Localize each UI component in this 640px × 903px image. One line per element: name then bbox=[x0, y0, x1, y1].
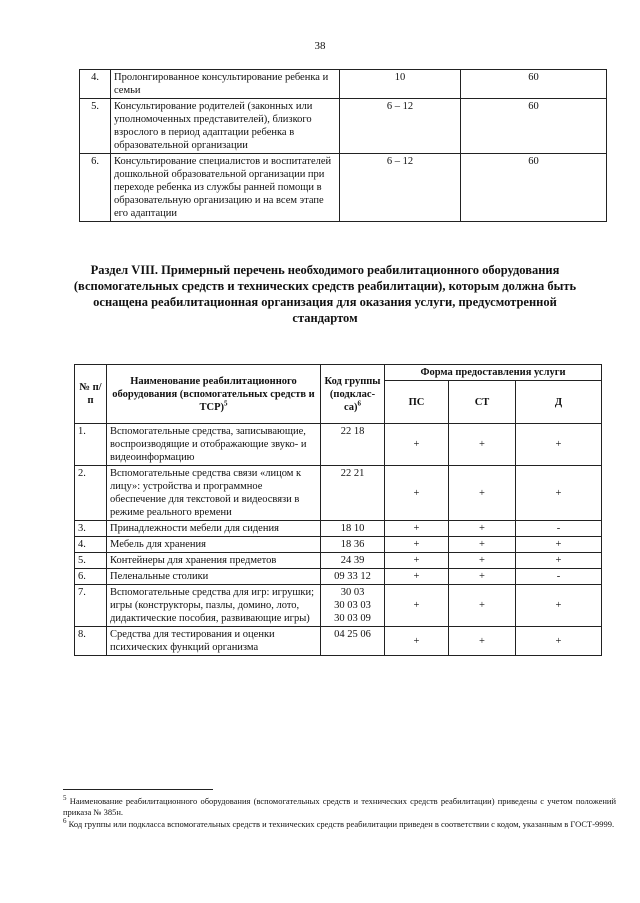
equipment-name: Принадлежности мебели для сидения bbox=[107, 521, 321, 537]
service-name: Пролонгированное консультирование ребенка и семьи bbox=[111, 70, 340, 99]
age-months: 6 – 12 bbox=[340, 154, 461, 222]
table-row bbox=[75, 553, 602, 569]
group-code: 09 33 12 bbox=[321, 569, 385, 585]
form-ps: + bbox=[385, 553, 449, 569]
age-months: 6 – 12 bbox=[340, 99, 461, 154]
form-ps: + bbox=[385, 424, 449, 466]
row-number: 6. bbox=[75, 569, 107, 585]
equipment-name: Вспомогательные средства для игр: игрушки; игры (конструкторы, пазлы, домино, лото, дидактические пособия, развивающие игры) bbox=[107, 585, 321, 627]
header-d: Д bbox=[516, 381, 602, 424]
form-d: - bbox=[516, 569, 602, 585]
equipment-name: Мебель для хранения bbox=[107, 537, 321, 553]
table-row bbox=[80, 154, 607, 222]
row-number: 3. bbox=[75, 521, 107, 537]
age-months: 10 bbox=[340, 70, 461, 99]
page-number: 38 bbox=[314, 40, 326, 52]
group-code: 22 18 bbox=[321, 424, 385, 466]
form-d: + bbox=[516, 466, 602, 521]
duration-minutes: 60 bbox=[461, 99, 607, 154]
service-name: Консультирование родителей (законных или уполномоченных представителей), близкого взрослого в период адаптации ребенка в образовательной организации bbox=[111, 99, 340, 154]
section-title: Раздел VIII. Примерный перечень необходимого реабилитационного оборудования (вспомогательных средств и технических средств реабилитации), которым должна быть оснащена реабилитационная организация для оказания услуги, предусмотренной стандартом bbox=[73, 263, 577, 325]
group-code: 18 10 bbox=[321, 521, 385, 537]
row-number: 8. bbox=[75, 627, 107, 656]
equipment-name: Пеленальные столики bbox=[107, 569, 321, 585]
table-row bbox=[75, 466, 602, 521]
header-st: СТ bbox=[449, 381, 516, 424]
equipment-name: Контейнеры для хранения предметов bbox=[107, 553, 321, 569]
group-code: 22 21 bbox=[321, 466, 385, 521]
footnotes bbox=[63, 796, 616, 831]
table-row bbox=[75, 537, 602, 553]
row-number: 1. bbox=[75, 424, 107, 466]
form-ps: + bbox=[385, 627, 449, 656]
form-st: + bbox=[449, 521, 516, 537]
row-number: 5. bbox=[80, 99, 111, 154]
group-code: 24 39 bbox=[321, 553, 385, 569]
row-number: 6. bbox=[80, 154, 111, 222]
form-d: - bbox=[516, 521, 602, 537]
form-d: + bbox=[516, 627, 602, 656]
table-row bbox=[75, 521, 602, 537]
row-number: 4. bbox=[75, 537, 107, 553]
group-code: 04 25 06 bbox=[321, 627, 385, 656]
table-row bbox=[75, 627, 602, 656]
row-number: 4. bbox=[80, 70, 111, 99]
equipment-name: Вспомогательные средства, записывающие, воспроизводящие и отображающие звуко- и видеоинформацию bbox=[107, 424, 321, 466]
table-row bbox=[75, 424, 602, 466]
form-ps: + bbox=[385, 537, 449, 553]
row-number: 7. bbox=[75, 585, 107, 627]
equipment-name: Средства для тестирования и оценки психических функций организма bbox=[107, 627, 321, 656]
form-ps: + bbox=[385, 466, 449, 521]
header-num: № п/п bbox=[75, 365, 107, 424]
form-d: + bbox=[516, 553, 602, 569]
form-d: + bbox=[516, 537, 602, 553]
header-name: Наименование реабилитационного оборудования (вспомогательных средств и ТСР)$^5$ bbox=[107, 365, 321, 424]
form-ps: + bbox=[385, 521, 449, 537]
group-code: 30 03 30 03 03 30 03 09 bbox=[321, 585, 385, 627]
form-st: + bbox=[449, 627, 516, 656]
header-ps: ПС bbox=[385, 381, 449, 424]
services-table bbox=[79, 69, 607, 222]
form-st: + bbox=[449, 569, 516, 585]
form-st: + bbox=[449, 553, 516, 569]
table-row bbox=[75, 569, 602, 585]
footnote-rule bbox=[63, 789, 213, 790]
table-row bbox=[80, 99, 607, 154]
header-form: Форма предоставления услуги bbox=[385, 365, 602, 381]
equipment-table bbox=[74, 364, 602, 656]
form-d: + bbox=[516, 424, 602, 466]
form-ps: + bbox=[385, 569, 449, 585]
service-name: Консультирование специалистов и воспитателей дошкольной образовательной организации при переходе ребенка из службы ранней помощи в образовательную организацию и на всем этапе его адаптации bbox=[111, 154, 340, 222]
form-st: + bbox=[449, 466, 516, 521]
form-st: + bbox=[449, 424, 516, 466]
table-row bbox=[80, 70, 607, 99]
form-st: + bbox=[449, 537, 516, 553]
header-code: Код группы (подклас-са)$^6$ bbox=[321, 365, 385, 424]
row-number: 2. bbox=[75, 466, 107, 521]
footnote-5: $^5$ Наименование реабилитационного оборудования (вспомогательных средств и технических средств реабилитации) приведены с учетом положений приказа № 385н. bbox=[63, 794, 616, 817]
footnote-6: $^6$ Код группы или подкласса вспомогательных средств и технических средств реабилитации приведен в соответствии с кодом, указанным в ГОСТ-9999. bbox=[63, 817, 615, 829]
table-row bbox=[75, 585, 602, 627]
duration-minutes: 60 bbox=[461, 70, 607, 99]
group-code: 18 36 bbox=[321, 537, 385, 553]
form-st: + bbox=[449, 585, 516, 627]
equipment-name: Вспомогательные средства связи «лицом к лицу»: устройства и программное обеспечение для текстовой и видеосвязи в режиме реального времени bbox=[107, 466, 321, 521]
duration-minutes: 60 bbox=[461, 154, 607, 222]
row-number: 5. bbox=[75, 553, 107, 569]
form-ps: + bbox=[385, 585, 449, 627]
form-d: + bbox=[516, 585, 602, 627]
